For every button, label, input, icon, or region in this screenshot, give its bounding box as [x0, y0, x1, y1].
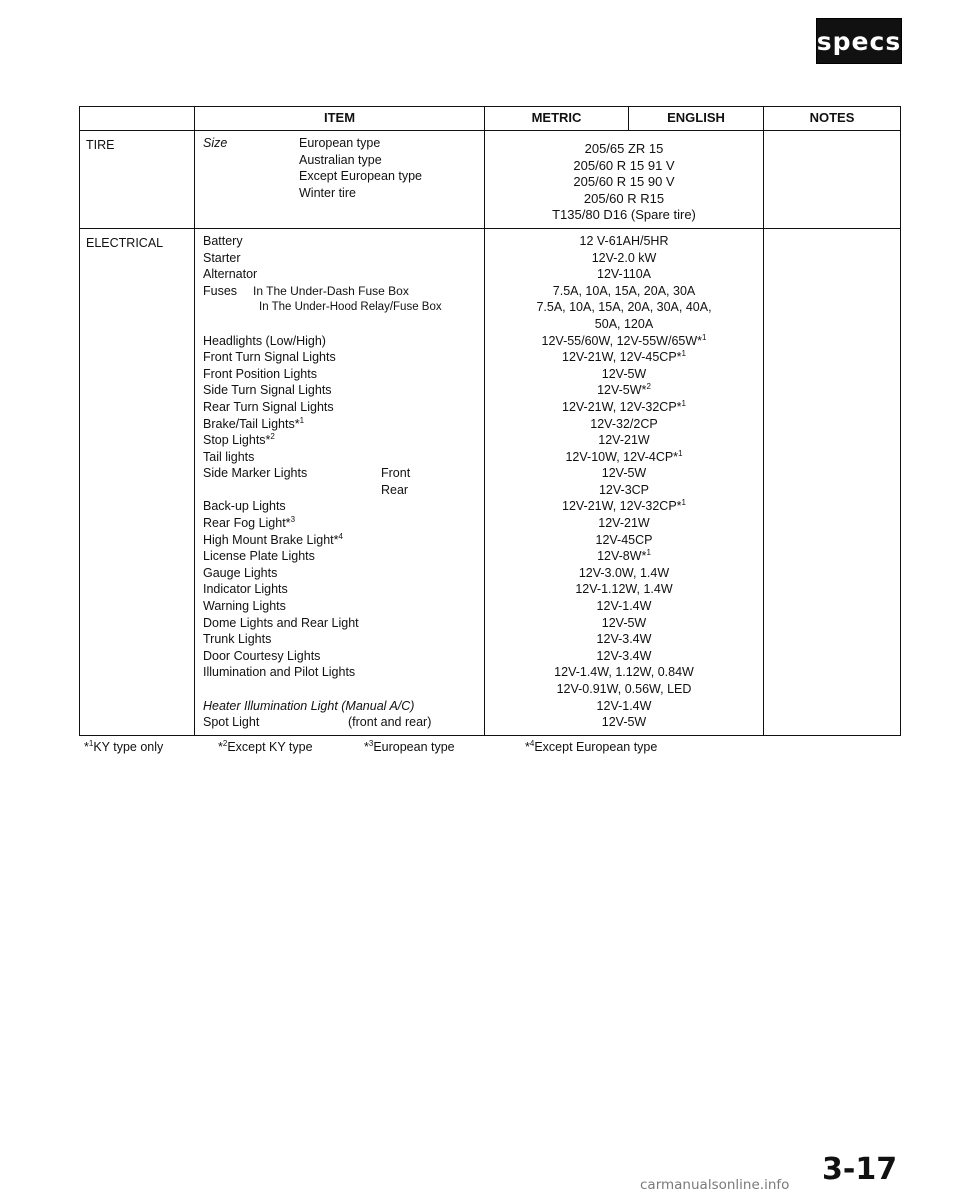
item-spot: Spot Light (front and rear) [203, 715, 432, 730]
table-header-row [80, 107, 901, 131]
value-warning: 12V-1.4W [596, 599, 652, 614]
item-trunk: Trunk Lights [203, 632, 272, 647]
value-license: 12V-8W*$^1$ [597, 548, 651, 564]
value-side-turn: 12V-5W*$^2$ [597, 382, 651, 398]
tire-type: European type [299, 136, 381, 150]
item-door: Door Courtesy Lights [203, 648, 321, 663]
value-dome: 12V-5W [601, 615, 647, 630]
value-fuses-underdash: 7.5A, 10A, 15A, 20A, 30A [552, 283, 696, 298]
header-notes: NOTES [764, 107, 901, 131]
item-starter: Starter [203, 250, 241, 265]
value-backup: 12V-21W, 12V-32CP*$^1$ [562, 498, 686, 514]
category-electrical: ELECTRICAL [80, 228, 195, 735]
item-battery: Battery [203, 233, 243, 248]
item-front-position: Front Position Lights [203, 366, 317, 381]
value-spot: 12V-5W [601, 715, 647, 730]
value-tail: 12V-10W, 12V-4CP*$^1$ [565, 448, 683, 464]
value-fuses-underhood-cont: 50A, 120A [594, 316, 654, 331]
specs-badge: specs [816, 18, 902, 64]
item-rear-turn: Rear Turn Signal Lights [203, 399, 334, 414]
value-heater: 12V-1.4W [596, 698, 652, 713]
item-high-mount: High Mount Brake Light*$^4$ [203, 531, 343, 547]
item-stop: Stop Lights*$^2$ [203, 431, 275, 448]
tire-items [195, 131, 485, 229]
item-dome: Dome Lights and Rear Light [203, 615, 359, 630]
tire-values [485, 131, 764, 229]
item-heater: Heater Illumination Light (Manual A/C) [203, 698, 415, 713]
item-indicator: Indicator Lights [203, 582, 288, 597]
value-starter: 12V-2.0 kW [591, 250, 657, 265]
page-number: 3-17 [822, 1152, 898, 1187]
item-tail: Tail lights [203, 449, 255, 464]
specifications-table [79, 106, 901, 736]
category-tire: TIRE [80, 131, 195, 229]
tire-value: 205/60 R 15 90 V [573, 174, 675, 190]
item-headlights: Headlights (Low/High) [203, 333, 326, 348]
tire-type: Except European type [299, 169, 422, 184]
electrical-items [195, 228, 485, 735]
item-side-marker-front: Front [381, 466, 411, 481]
value-rear-fog: 12V-21W [598, 516, 650, 531]
value-front-position: 12V-5W [601, 366, 647, 381]
item-fuses-underdash: In The Under-Dash Fuse Box [253, 283, 409, 298]
value-brake-tail: 12V-32/2CP [590, 416, 658, 431]
header-metric: METRIC [485, 107, 629, 131]
value-battery: 12 V-61AH/5HR [579, 233, 669, 248]
value-headlights: 12V-55/60W, 12V-55W/65W*$^1$ [541, 332, 707, 348]
value-stop: 12V-21W [598, 433, 650, 448]
item-license: License Plate Lights [203, 549, 315, 564]
value-front-turn: 12V-21W, 12V-45CP*$^1$ [562, 348, 686, 365]
item-gauge: Gauge Lights [203, 565, 278, 580]
value-illumination: 12V-1.4W, 1.12W, 0.84W [554, 665, 694, 680]
tire-row [80, 131, 901, 229]
item-side-marker-rear: Rear [381, 482, 409, 497]
electrical-notes [764, 228, 901, 735]
value-door: 12V-3.4W [596, 648, 652, 663]
tire-value: 205/60 R 15 91 V [573, 157, 675, 173]
item-front-turn: Front Turn Signal Lights [203, 350, 336, 365]
tire-size-label: Size [203, 136, 228, 150]
value-gauge: 12V-3.0W, 1.4W [578, 565, 670, 580]
footnote: *$^1$KY type only [84, 738, 164, 754]
item-fuses-label: Fuses [203, 283, 238, 298]
tire-notes [764, 131, 901, 229]
value-trunk: 12V-3.4W [596, 632, 652, 647]
electrical-values [485, 228, 764, 735]
footnotes [84, 740, 904, 760]
footnote: *$^2$Except KY type [218, 738, 313, 754]
item-brake-tail: Brake/Tail Lights*$^1$ [203, 415, 305, 431]
value-fuses-underhood: 7.5A, 10A, 15A, 20A, 30A, 40A, [536, 300, 712, 315]
item-alternator: Alternator [203, 267, 258, 282]
tire-value: 205/65 ZR 15 [584, 141, 664, 156]
footnote: *$^4$Except European type [525, 738, 658, 754]
header-item: ITEM [195, 107, 485, 131]
value-side-marker-rear: 12V-3CP [598, 482, 650, 497]
value-alternator: 12V-110A [597, 267, 651, 282]
watermark: carmanualsonline.info [640, 1177, 790, 1193]
item-side-turn: Side Turn Signal Lights [203, 383, 332, 398]
header-english: ENGLISH [629, 107, 764, 131]
item-illumination: Illumination and Pilot Lights [203, 665, 356, 680]
value-high-mount: 12V-45CP [595, 532, 653, 547]
tire-type: Australian type [299, 152, 382, 167]
footnote: *$^3$European type [364, 738, 455, 754]
value-rear-turn: 12V-21W, 12V-32CP*$^1$ [562, 398, 686, 414]
electrical-row [80, 228, 901, 735]
value-indicator: 12V-1.12W, 1.4W [575, 582, 673, 597]
value-illumination-cont: 12V-0.91W, 0.56W, LED [556, 682, 692, 696]
item-spot-note: (front and rear) [348, 715, 432, 730]
tire-value: 205/60 R R15 [583, 190, 665, 206]
tire-value: T135/80 D16 (Spare tire) [552, 207, 696, 223]
item-warning: Warning Lights [203, 599, 286, 614]
item-backup: Back-up Lights [203, 499, 286, 514]
item-fuses-underhood: In The Under-Hood Relay/Fuse Box [259, 301, 442, 314]
value-side-marker-front: 12V-5W [601, 466, 647, 481]
item-rear-fog: Rear Fog Light*$^3$ [203, 514, 296, 531]
item-side-marker: Side Marker Lights Front [203, 466, 411, 481]
tire-type: Winter tire [299, 185, 356, 200]
